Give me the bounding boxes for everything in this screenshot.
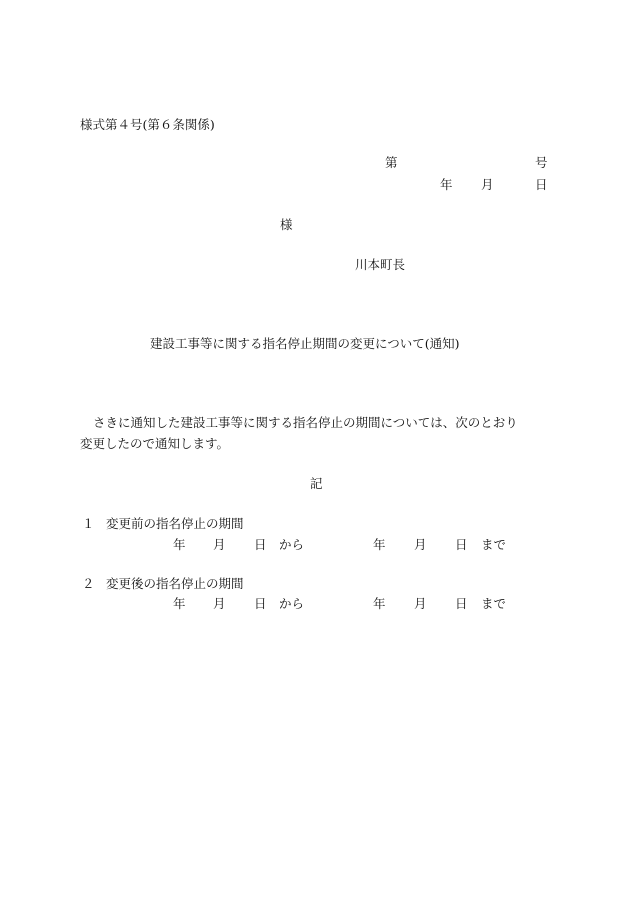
item-2-to-year: 年 <box>373 596 386 611</box>
item-2-to-day: 日 <box>455 596 468 611</box>
item-2-label: 変更後の指名停止の期間 <box>106 576 244 591</box>
item-1-label: 変更前の指名停止の期間 <box>106 516 244 531</box>
document-title: 建設工事等に関する指名停止期間の変更について(通知) <box>150 336 460 351</box>
item-1-from-month: 月 <box>213 537 226 552</box>
ki-heading: 記 <box>310 476 323 491</box>
form-header: 様式第４号(第６条関係) <box>80 117 215 132</box>
item-2-from-month: 月 <box>213 596 226 611</box>
body-line-1: さきに通知した建設工事等に関する指名停止の期間については、次のとおり <box>93 415 518 430</box>
item-1-to-suffix: まで <box>481 537 507 552</box>
item-2-number: ２ <box>82 576 95 591</box>
date-year: 年 <box>440 177 453 192</box>
item-2-from-day: 日 <box>254 596 267 611</box>
item-1-from-day: 日 <box>254 537 267 552</box>
addressee-sama: 様 <box>280 217 293 232</box>
item-1-to-day: 日 <box>455 537 468 552</box>
item-1-to-year: 年 <box>373 537 386 552</box>
date-month: 月 <box>481 177 494 192</box>
number-dai: 第 <box>385 155 398 170</box>
date-day: 日 <box>535 177 548 192</box>
number-go: 号 <box>535 155 548 170</box>
item-2-from-suffix: から <box>279 596 305 611</box>
item-1-from-suffix: から <box>279 537 305 552</box>
item-1-number: １ <box>82 516 95 531</box>
body-line-2: 変更したので通知します。 <box>80 436 230 451</box>
item-2-to-month: 月 <box>414 596 427 611</box>
item-2-from-year: 年 <box>173 596 186 611</box>
sender-name: 川本町長 <box>355 257 406 272</box>
item-2-to-suffix: まで <box>481 596 507 611</box>
item-1-from-year: 年 <box>173 537 186 552</box>
item-1-to-month: 月 <box>414 537 427 552</box>
